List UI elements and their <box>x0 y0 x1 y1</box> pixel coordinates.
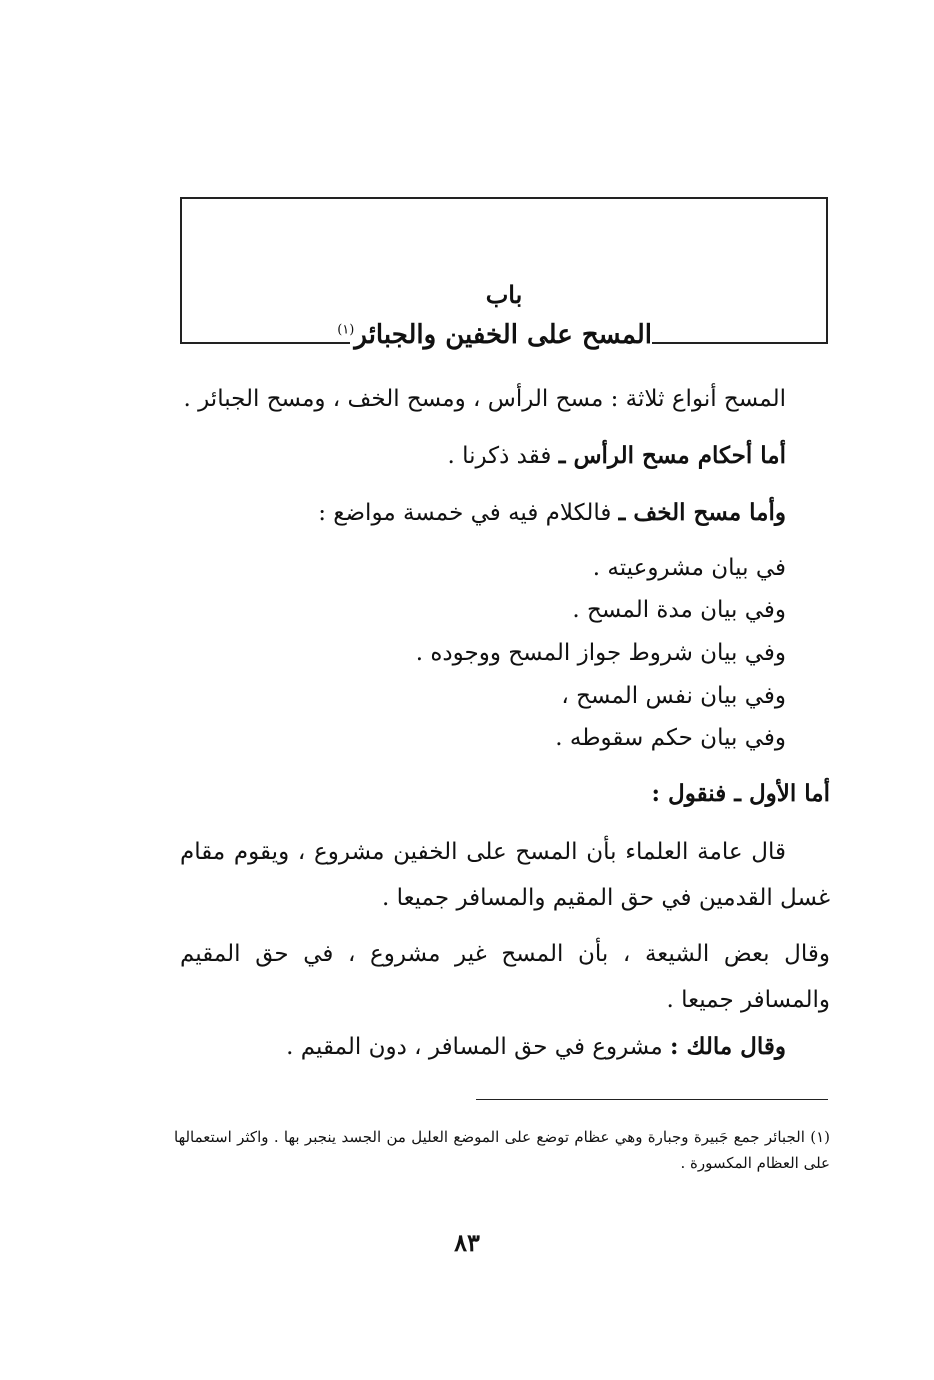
footnote-rule <box>476 1099 828 1100</box>
footnote-reference: (١) <box>337 322 355 338</box>
frame-rule-right <box>652 342 828 344</box>
khuff-rest: فالكلام فيه في خمسة مواضع : <box>318 500 612 526</box>
head-rules-rest: فقد ذكرنا . <box>447 443 552 469</box>
page-number: ٨٣ <box>454 1228 480 1257</box>
paragraph-shia <box>180 931 830 1023</box>
paragraph-malik-rest: مشروع في حق المسافر ، دون المقيم . <box>286 1034 663 1060</box>
topic-item: وفي بيان شروط جواز المسح ووجوده . <box>415 640 786 666</box>
first-section-heading: أما الأول ـ فنقول : <box>651 780 830 807</box>
topic-item: وفي بيان نفس المسح ، <box>561 683 786 709</box>
topic-item: وفي بيان حكم سقوطه . <box>555 725 786 751</box>
chapter-title-text: المسح على الخفين والجبائر <box>354 320 652 350</box>
topic-item: وفي بيان مدة المسح . <box>572 597 786 623</box>
head-rules-bold: أما أحكام مسح الرأس ـ <box>558 442 786 469</box>
paragraph-majority-text: قال عامة العلماء بأن المسح على الخفين مشروع ، ويقوم مقام غسل القدمين في حق المقيم والمسافر جميعا . <box>180 839 830 911</box>
footnote-text: الجبائر جمع جَبيرة وجبارة وهي عظام توضع على الموضع العليل من الجسد ينجبر بها . واكثر استعمالها على العظام المكسورة . <box>174 1128 830 1172</box>
footnote <box>174 1124 830 1176</box>
topic-item: في بيان مشروعيته . <box>592 555 786 581</box>
frame-rule-left <box>180 342 350 344</box>
paragraph-malik-bold: وقال مالك : <box>669 1033 786 1060</box>
paragraph-majority <box>180 829 830 921</box>
head-rules-line <box>447 442 786 469</box>
types-line: المسح أنواع ثلاثة : مسح الرأس ، ومسح الخف ، ومسح الجبائر . <box>183 386 786 412</box>
chapter-title <box>337 320 652 350</box>
paragraph-malik <box>286 1033 786 1060</box>
footnote-marker: (١) <box>810 1128 830 1146</box>
khuff-bold: وأما مسح الخف ـ <box>618 499 786 526</box>
paragraph-shia-text: وقال بعض الشيعة ، بأن المسح غير مشروع ، في حق المقيم والمسافر جميعا . <box>180 941 830 1013</box>
khuff-line <box>318 499 786 526</box>
chapter-word: باب <box>485 280 523 309</box>
